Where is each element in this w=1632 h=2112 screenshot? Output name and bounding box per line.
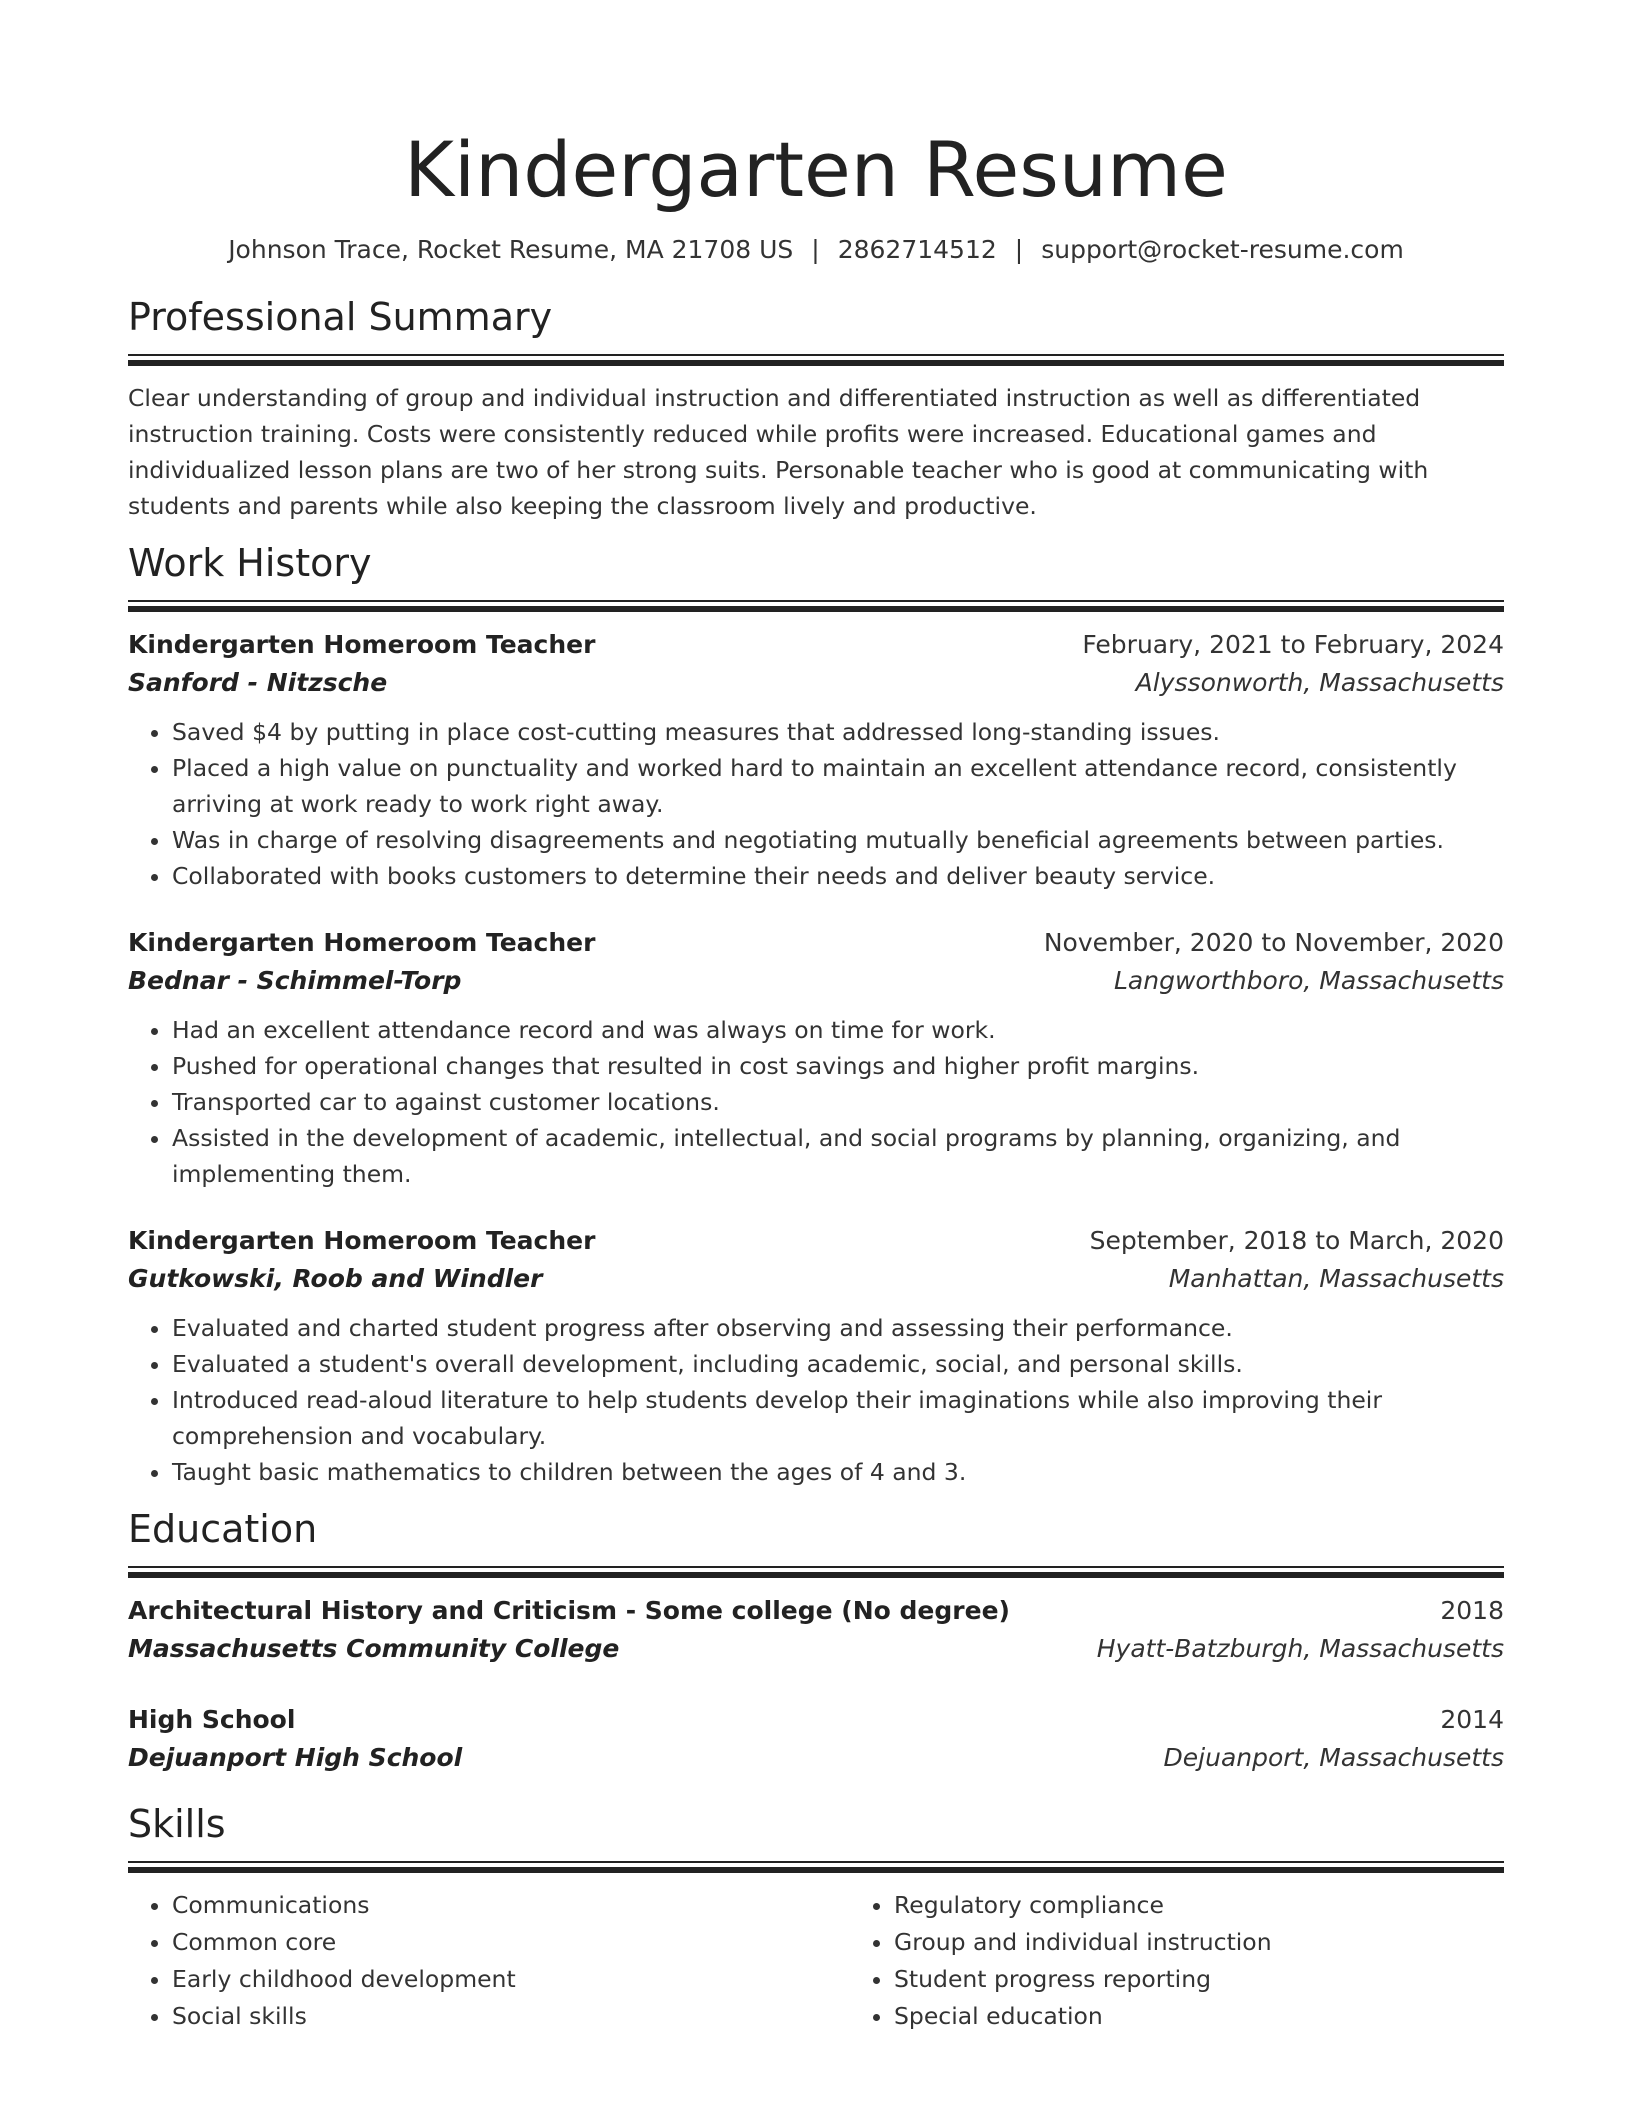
skill-item: • Special education: [894, 1998, 1572, 2035]
job-company: Bednar - Schimmel-Torp: [128, 966, 462, 995]
job-bullets: [128, 714, 1504, 894]
resume-name: Kindergarten Resume: [404, 125, 1228, 214]
skills-section: [128, 1799, 1504, 2035]
job-bullet: • Evaluated a student's overall development, including academic, social, and personal skills.: [172, 1346, 1504, 1382]
skill-item: • Student progress reporting: [894, 1961, 1572, 1998]
contact-email: support@rocket-resume.com: [1041, 235, 1404, 264]
contact-address: Johnson Trace, Rocket Resume, MA 21708 US: [228, 235, 794, 264]
job-entry: [128, 1222, 1504, 1490]
education-location: Hyatt-Batzburgh, Massachusetts: [1096, 1634, 1504, 1663]
resume-page: [128, 0, 1504, 2035]
job-bullet: • Collaborated with books customers to determine their needs and deliver beauty service.: [172, 858, 1504, 894]
job-bullet: • Assisted in the development of academic, intellectual, and social programs by planning, organizing, and implementing them.: [172, 1120, 1504, 1192]
section-title-skills: Skills: [128, 1802, 226, 1846]
work-history-section: [128, 538, 1504, 1490]
job-bullet: • Had an excellent attendance record and was always on time for work.: [172, 1012, 1504, 1048]
job-bullet: • Introduced read-aloud literature to help students develop their imaginations while also improving their comprehension and vocabulary.: [172, 1382, 1504, 1454]
section-divider: [128, 354, 1504, 366]
section-title-work-history: Work History: [128, 541, 372, 585]
skill-item: • Group and individual instruction: [894, 1924, 1572, 1961]
education-school: Massachusetts Community College: [128, 1634, 620, 1663]
section-title-summary: Professional Summary: [128, 295, 553, 339]
education-degree: Architectural History and Criticism - Some college (No degree): [128, 1596, 1010, 1625]
job-title: Kindergarten Homeroom Teacher: [128, 630, 596, 659]
education-year: 2018: [1440, 1596, 1504, 1625]
education-location: Dejuanport, Massachusetts: [1163, 1743, 1504, 1772]
job-title: Kindergarten Homeroom Teacher: [128, 1226, 596, 1255]
education-entry: [128, 1701, 1504, 1777]
job-bullet: • Was in charge of resolving disagreements and negotiating mutually beneficial agreements between parties.: [172, 822, 1504, 858]
job-bullet: • Saved $4 by putting in place cost-cutting measures that addressed long-standing issues.: [172, 714, 1504, 750]
skill-item: • Regulatory compliance: [894, 1887, 1572, 1924]
job-bullets: [128, 1012, 1504, 1192]
skill-item: • Early childhood development: [172, 1961, 850, 1998]
contact-phone: 2862714512: [837, 235, 997, 264]
job-bullet: • Evaluated and charted student progress after observing and assessing their performance.: [172, 1310, 1504, 1346]
skills-list: [128, 1887, 1504, 2035]
contact-line: [128, 232, 1504, 268]
summary-section: [128, 292, 1504, 524]
contact-separator: |: [1014, 235, 1024, 264]
skill-item: • Social skills: [172, 1998, 850, 2035]
skills-column-right: [850, 1887, 1572, 2035]
education-entry: [128, 1592, 1504, 1668]
job-bullets: [128, 1310, 1504, 1490]
job-entry: [128, 626, 1504, 894]
job-location: Langworthboro, Massachusetts: [1114, 966, 1504, 995]
job-bullet: • Taught basic mathematics to children between the ages of 4 and 3.: [172, 1454, 1504, 1490]
job-bullet: • Transported car to against customer locations.: [172, 1084, 1504, 1120]
job-bullet: • Placed a high value on punctuality and worked hard to maintain an excellent attendance record, consistently arriving at work ready to work right away.: [172, 750, 1504, 822]
skill-item: • Common core: [172, 1924, 850, 1961]
section-title-education: Education: [128, 1507, 318, 1551]
contact-separator: |: [811, 235, 820, 264]
job-dates: February, 2021 to February, 2024: [1082, 630, 1504, 659]
job-dates: November, 2020 to November, 2020: [1043, 928, 1504, 957]
education-degree: High School: [128, 1705, 296, 1734]
job-location: Manhattan, Massachusetts: [1168, 1264, 1504, 1293]
section-divider: [128, 600, 1504, 612]
section-divider: [128, 1566, 1504, 1578]
job-company: Gutkowski, Roob and Windler: [128, 1264, 543, 1293]
job-location: Alyssonworth, Massachusetts: [1135, 668, 1504, 697]
job-title: Kindergarten Homeroom Teacher: [128, 928, 596, 957]
skill-item: • Communications: [172, 1887, 850, 1924]
job-company: Sanford - Nitzsche: [128, 668, 388, 697]
education-year: 2014: [1440, 1705, 1504, 1734]
section-divider: [128, 1861, 1504, 1873]
skills-column-left: [128, 1887, 850, 2035]
job-bullet: • Pushed for operational changes that resulted in cost savings and higher profit margins.: [172, 1048, 1504, 1084]
summary-text: Clear understanding of group and individual instruction and differentiated instruction as well as differentiated instruction training. Costs were consistently reduced while profits were increased. Educational games and individualized lesson plans are two of her strong suits. Personable teacher who is good at communicating with students and parents while also keeping the classroom lively and productive.: [128, 384, 1429, 520]
job-entry: [128, 924, 1504, 1192]
education-section: [128, 1504, 1504, 1777]
job-dates: September, 2018 to March, 2020: [1089, 1226, 1504, 1255]
education-school: Dejuanport High School: [128, 1743, 463, 1772]
